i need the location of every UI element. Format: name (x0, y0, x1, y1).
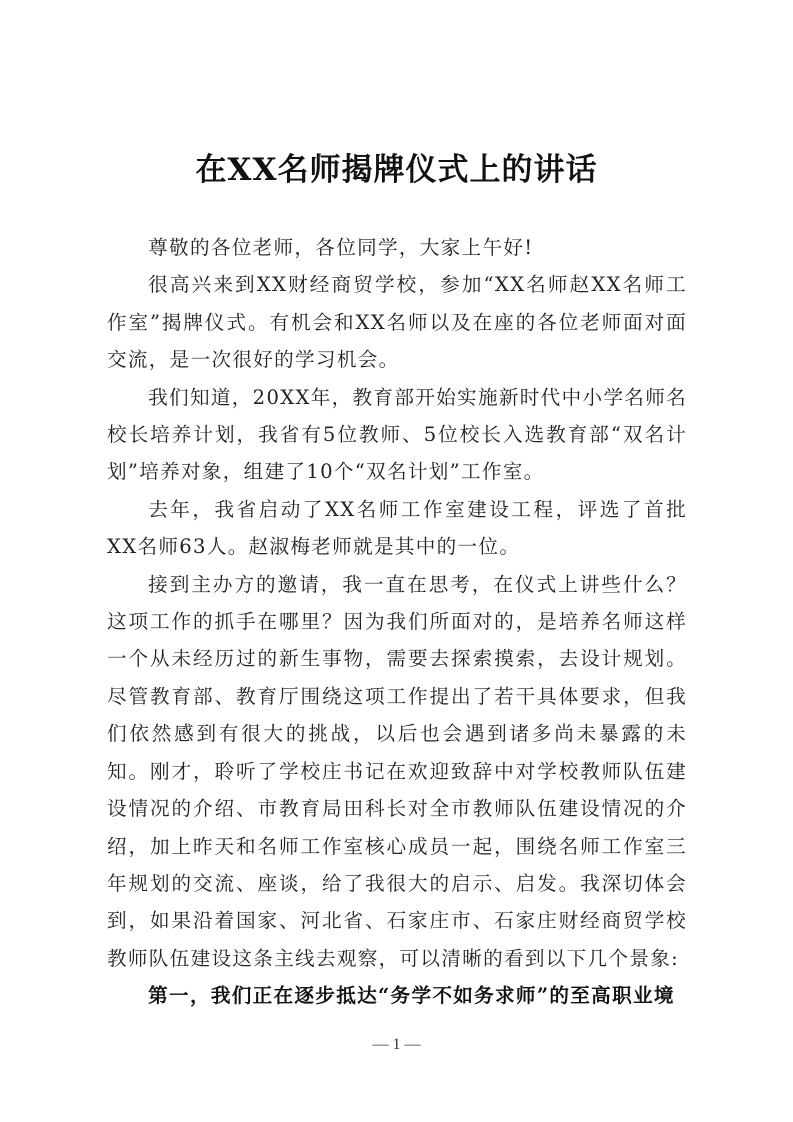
paragraph-intro: 很高兴来到XX财经商贸学校，参加“XX名师赵XX名师工作室”揭牌仪式。有机会和XX名师以及在座的各位老师面对面交流，是一次很好的学习机会。 (107, 273, 687, 372)
document-body (107, 229, 687, 1015)
paragraph-reflection: 接到主办方的邀请，我一直在思考，在仪式上讲些什么？这项工作的抓手在哪里？因为我们所面对的，是培养名师这样一个从未经历过的新生事物，需要去探索摸索，去设计规划。尽管教育部、教育厅围绕这项工作提出了若干具体要求，但我们依然感到有很大的挑战，以后也会遇到诸多尚未暴露的未知。刚才，聆听了学校庄书记在欢迎致辞中对学校教师队伍建设情况的介绍、市教育局田科长对全市教师队伍建设情况的介绍，加上昨天和名师工作室核心成员一起，围绕名师工作室三年规划的交流、座谈，给了我很大的启示、启发。我深切体会到，如果沿着国家、河北省、石家庄市、石家庄财经商贸学校教师队伍建设这条主线去观察，可以清晰的看到以下几个景象: (107, 572, 687, 970)
document-title: 在XX名师揭牌仪式上的讲话 (195, 152, 598, 188)
paragraph-last-year: 去年，我省启动了XX名师工作室建设工程，评选了首批XX名师63人。赵淑梅老师就是其中的一位。 (107, 497, 687, 559)
paragraph-background: 我们知道，20XX年，教育部开始实施新时代中小学名师名校长培养计划，我省有5位教师、5位校长入选教育部“双名计划”培养对象，组建了10个“双名计划”工作室。 (107, 385, 687, 484)
paragraph-greeting: 尊敬的各位老师，各位同学，大家上午好! (148, 236, 534, 259)
page-number: — 1 — (372, 1036, 421, 1053)
paragraph-point-one-heading: 第一，我们正在逐步抵达“务学不如务求师”的至高职业境 (148, 984, 675, 1008)
